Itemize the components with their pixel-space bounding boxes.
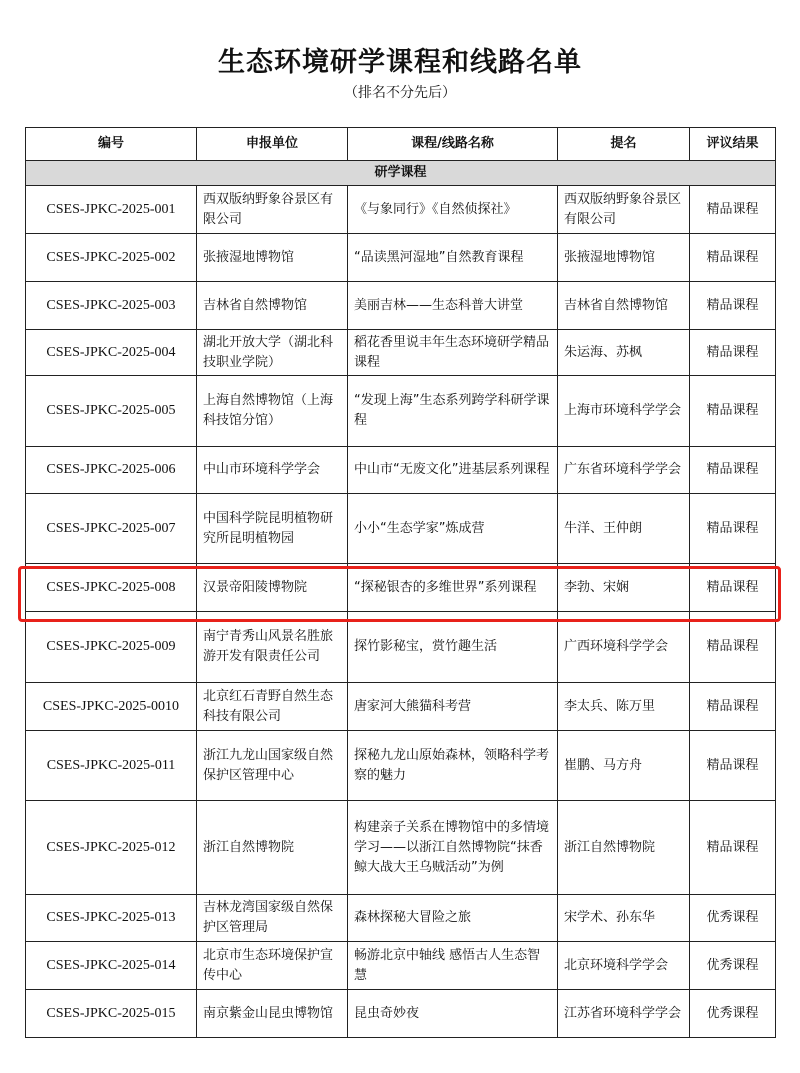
row-result: 优秀课程 [690, 895, 776, 942]
row-nominator: 李太兵、陈万里 [558, 683, 690, 731]
row-unit: 北京市生态环境保护宣传中心 [197, 942, 348, 990]
row-unit: 中国科学院昆明植物研究所昆明植物园 [197, 494, 348, 564]
row-nominator: 北京环境科学学会 [558, 942, 690, 990]
row-result: 优秀课程 [690, 942, 776, 990]
section-label: 研学课程 [26, 161, 776, 186]
row-nominator: 浙江自然博物院 [558, 801, 690, 895]
table-row [26, 282, 776, 330]
row-result: 精品课程 [690, 683, 776, 731]
row-code: CSES-JPKC-2025-0010 [26, 683, 197, 731]
row-nominator: 上海市环境科学学会 [558, 376, 690, 447]
row-result: 精品课程 [690, 731, 776, 801]
table-row [26, 990, 776, 1038]
row-nominator: 江苏省环境科学学会 [558, 990, 690, 1038]
row-nominator: 朱运海、苏枫 [558, 330, 690, 376]
table-row [26, 801, 776, 895]
table-header-row [26, 128, 776, 161]
row-result: 精品课程 [690, 494, 776, 564]
table-row [26, 330, 776, 376]
row-unit: 汉景帝阳陵博物院 [197, 564, 348, 612]
row-result: 精品课程 [690, 801, 776, 895]
table-row [26, 683, 776, 731]
row-unit: 浙江自然博物院 [197, 801, 348, 895]
table-row-highlighted [26, 564, 776, 612]
row-nominator: 广西环境科学学会 [558, 612, 690, 683]
row-nominator: 李勃、宋娴 [558, 564, 690, 612]
row-nominator: 吉林省自然博物馆 [558, 282, 690, 330]
row-nominator: 西双版纳野象谷景区有限公司 [558, 186, 690, 234]
row-unit: 浙江九龙山国家级自然保护区管理中心 [197, 731, 348, 801]
row-nominator: 宋学术、孙东华 [558, 895, 690, 942]
header-code: 编号 [26, 128, 197, 161]
row-result: 精品课程 [690, 447, 776, 494]
header-nominator: 提名 [558, 128, 690, 161]
row-result: 精品课程 [690, 234, 776, 282]
row-code: CSES-JPKC-2025-001 [26, 186, 197, 234]
row-course: 森林探秘大冒险之旅 [348, 895, 558, 942]
row-course: 探竹影秘宝，赏竹趣生活 [348, 612, 558, 683]
row-code: CSES-JPKC-2025-006 [26, 447, 197, 494]
header-course: 课程/线路名称 [348, 128, 558, 161]
row-code: CSES-JPKC-2025-008 [26, 564, 197, 612]
row-course: 畅游北京中轴线 感悟古人生态智慧 [348, 942, 558, 990]
row-code: CSES-JPKC-2025-013 [26, 895, 197, 942]
row-unit: 张掖湿地博物馆 [197, 234, 348, 282]
row-code: CSES-JPKC-2025-002 [26, 234, 197, 282]
row-nominator: 广东省环境科学学会 [558, 447, 690, 494]
table-row [26, 234, 776, 282]
row-unit: 南京紫金山昆虫博物馆 [197, 990, 348, 1038]
row-course: 小小“生态学家”炼成营 [348, 494, 558, 564]
row-course: “发现上海”生态系列跨学科研学课程 [348, 376, 558, 447]
row-code: CSES-JPKC-2025-005 [26, 376, 197, 447]
table-row [26, 895, 776, 942]
section-row [26, 161, 776, 186]
table-row [26, 612, 776, 683]
header-unit: 申报单位 [197, 128, 348, 161]
table-row [26, 186, 776, 234]
row-code: CSES-JPKC-2025-004 [26, 330, 197, 376]
row-unit: 湖北开放大学（湖北科技职业学院） [197, 330, 348, 376]
row-code: CSES-JPKC-2025-011 [26, 731, 197, 801]
row-course: 中山市“无废文化”进基层系列课程 [348, 447, 558, 494]
row-unit: 上海自然博物馆（上海科技馆分馆） [197, 376, 348, 447]
table-row [26, 942, 776, 990]
row-result: 精品课程 [690, 612, 776, 683]
table-row [26, 376, 776, 447]
row-course: 构建亲子关系在博物馆中的多情境学习——以浙江自然博物院“抹香鲸大战大王乌贼活动”为例 [348, 801, 558, 895]
row-code: CSES-JPKC-2025-003 [26, 282, 197, 330]
row-nominator: 张掖湿地博物馆 [558, 234, 690, 282]
row-unit: 北京红石青野自然生态科技有限公司 [197, 683, 348, 731]
document-title: 生态环境研学课程和线路名单 [218, 47, 582, 78]
table-row [26, 447, 776, 494]
row-code: CSES-JPKC-2025-012 [26, 801, 197, 895]
row-code: CSES-JPKC-2025-007 [26, 494, 197, 564]
row-course: “品读黑河湿地”自然教育课程 [348, 234, 558, 282]
row-result: 精品课程 [690, 330, 776, 376]
row-unit: 吉林龙湾国家级自然保护区管理局 [197, 895, 348, 942]
row-unit: 西双版纳野象谷景区有限公司 [197, 186, 348, 234]
row-result: 优秀课程 [690, 990, 776, 1038]
row-course: 美丽吉林——生态科普大讲堂 [348, 282, 558, 330]
row-unit: 南宁青秀山风景名胜旅游开发有限责任公司 [197, 612, 348, 683]
header-result: 评议结果 [690, 128, 776, 161]
row-course: 《与象同行》《自然侦探社》 [348, 186, 558, 234]
row-nominator: 牛洋、王仲朗 [558, 494, 690, 564]
row-result: 精品课程 [690, 186, 776, 234]
row-code: CSES-JPKC-2025-014 [26, 942, 197, 990]
course-list-table [25, 127, 776, 1038]
row-course: “探秘银杏的多维世界”系列课程 [348, 564, 558, 612]
row-course: 探秘九龙山原始森林，领略科学考察的魅力 [348, 731, 558, 801]
row-result: 精品课程 [690, 376, 776, 447]
row-result: 精品课程 [690, 282, 776, 330]
row-code: CSES-JPKC-2025-009 [26, 612, 197, 683]
row-unit: 中山市环境科学学会 [197, 447, 348, 494]
row-result: 精品课程 [690, 564, 776, 612]
table-row [26, 494, 776, 564]
row-nominator: 崔鹏、马方舟 [558, 731, 690, 801]
table-row [26, 731, 776, 801]
row-course: 稻花香里说丰年生态环境研学精品课程 [348, 330, 558, 376]
row-course: 唐家河大熊猫科考营 [348, 683, 558, 731]
row-code: CSES-JPKC-2025-015 [26, 990, 197, 1038]
row-unit: 吉林省自然博物馆 [197, 282, 348, 330]
row-course: 昆虫奇妙夜 [348, 990, 558, 1038]
document-subtitle: （排名不分先后） [344, 85, 456, 101]
